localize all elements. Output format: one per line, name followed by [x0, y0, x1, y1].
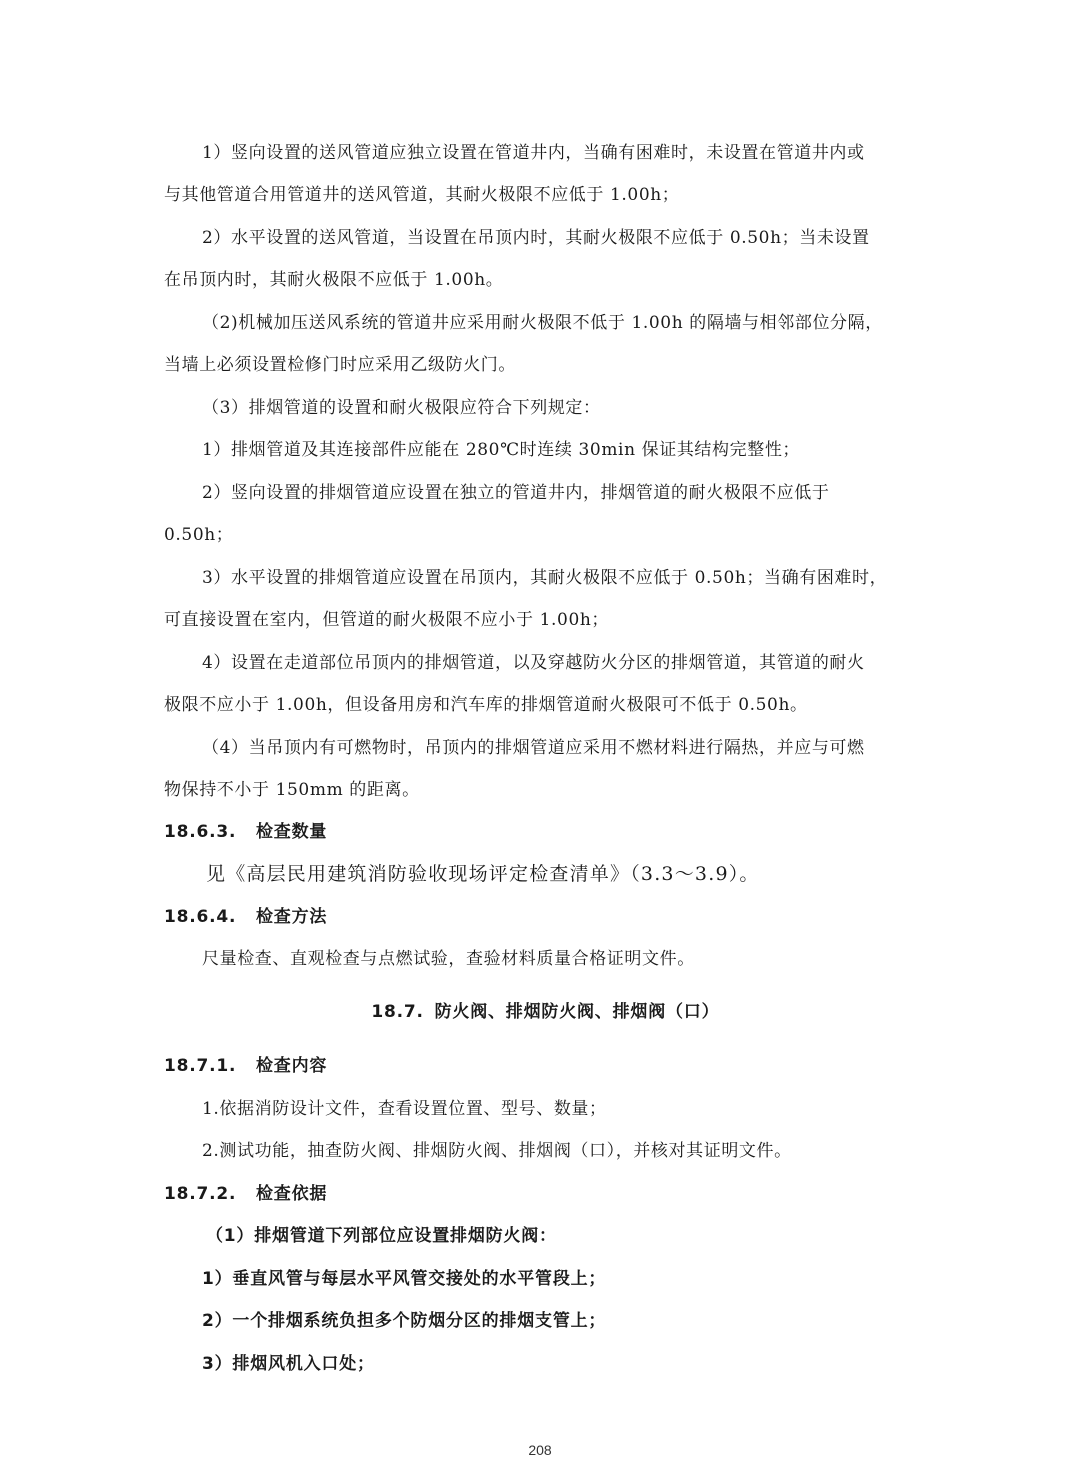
body-line: 可直接设置在室内，但管道的耐火极限不应小于 1.00h； — [164, 610, 610, 630]
body-line: 2）水平设置的送风管道，当设置在吊顶内时，其耐火极限不应低于 0.50h；当未设置 — [202, 228, 870, 248]
section-heading-18-6-4 — [164, 905, 327, 929]
body-line: 尺量检查、直观检查与点燃试验，查验材料质量合格证明文件。 — [202, 949, 695, 969]
section-heading-18-7-1 — [164, 1054, 327, 1078]
body-line: 与其他管道合用管道井的送风管道，其耐火极限不应低于 1.00h； — [164, 185, 680, 205]
body-line: （2)机械加压送风系统的管道井应采用耐火极限不低于 1.00h 的隔墙与相邻部位分隔， — [202, 313, 883, 333]
body-line: 1）竖向设置的送风管道应独立设置在管道井内，当确有困难时，未设置在管道井内或 — [202, 143, 865, 163]
body-line: 1）排烟管道及其连接部件应能在 280℃时连续 30min 保证其结构完整性； — [202, 440, 801, 460]
bold-body-line: 3）排烟风机入口处； — [202, 1354, 375, 1374]
section-number: 18.7. — [371, 1002, 424, 1022]
body-line: 2）竖向设置的排烟管道应设置在独立的管道井内，排烟管道的耐火极限不应低于 — [202, 483, 830, 503]
list-item: 2.测试功能，抽查防火阀、排烟防火阀、排烟阀（口），并核对其证明文件。 — [202, 1141, 792, 1161]
section-title: 防火阀、排烟防火阀、排烟阀（口） — [434, 1002, 720, 1022]
section-number: 18.6.3. — [164, 822, 237, 842]
body-line: 物保持不小于 150mm 的距离。 — [164, 780, 420, 800]
section-heading-18-6-3 — [164, 820, 327, 844]
section-number: 18.7.1. — [164, 1056, 237, 1076]
section-title: 检查数量 — [256, 822, 328, 842]
bold-body-line: （1）排烟管道下列部位应设置排烟防火阀： — [206, 1226, 557, 1246]
chapter-heading-18-7 — [0, 1000, 1080, 1024]
body-line: 0.50h； — [164, 525, 234, 545]
body-line: 3）水平设置的排烟管道应设置在吊顶内，其耐火极限不应低于 0.50h；当确有困难时， — [202, 568, 888, 588]
body-line: （3）排烟管道的设置和耐火极限应符合下列规定： — [202, 398, 601, 418]
section-number: 18.6.4. — [164, 907, 237, 927]
body-line: 极限不应小于 1.00h，但设备用房和汽车库的排烟管道耐火极限可不低于 0.50h。 — [164, 695, 808, 715]
section-heading-18-7-2 — [164, 1182, 327, 1206]
section-title: 检查依据 — [256, 1184, 328, 1204]
bold-body-line: 2）一个排烟系统负担多个防烟分区的排烟支管上； — [202, 1311, 607, 1331]
page-number: 208 — [528, 1442, 552, 1458]
bold-body-line: 1）垂直风管与每层水平风管交接处的水平管段上； — [202, 1269, 607, 1289]
list-item: 1.依据消防设计文件，查看设置位置、型号、数量； — [202, 1099, 607, 1119]
body-line: 见《高层民用建筑消防验收现场评定检查清单》（3.3～3.9）。 — [206, 863, 760, 885]
section-number: 18.7.2. — [164, 1184, 237, 1204]
section-title: 检查方法 — [256, 907, 328, 927]
section-title: 检查内容 — [256, 1056, 328, 1076]
body-line: （4）当吊顶内有可燃物时，吊顶内的排烟管道应采用不燃材料进行隔热，并应与可燃 — [202, 738, 865, 758]
body-line: 当墙上必须设置检修门时应采用乙级防火门。 — [164, 355, 516, 375]
body-line: 4）设置在走道部位吊顶内的排烟管道，以及穿越防火分区的排烟管道，其管道的耐火 — [202, 653, 865, 673]
body-line: 在吊顶内时，其耐火极限不应低于 1.00h。 — [164, 270, 504, 290]
